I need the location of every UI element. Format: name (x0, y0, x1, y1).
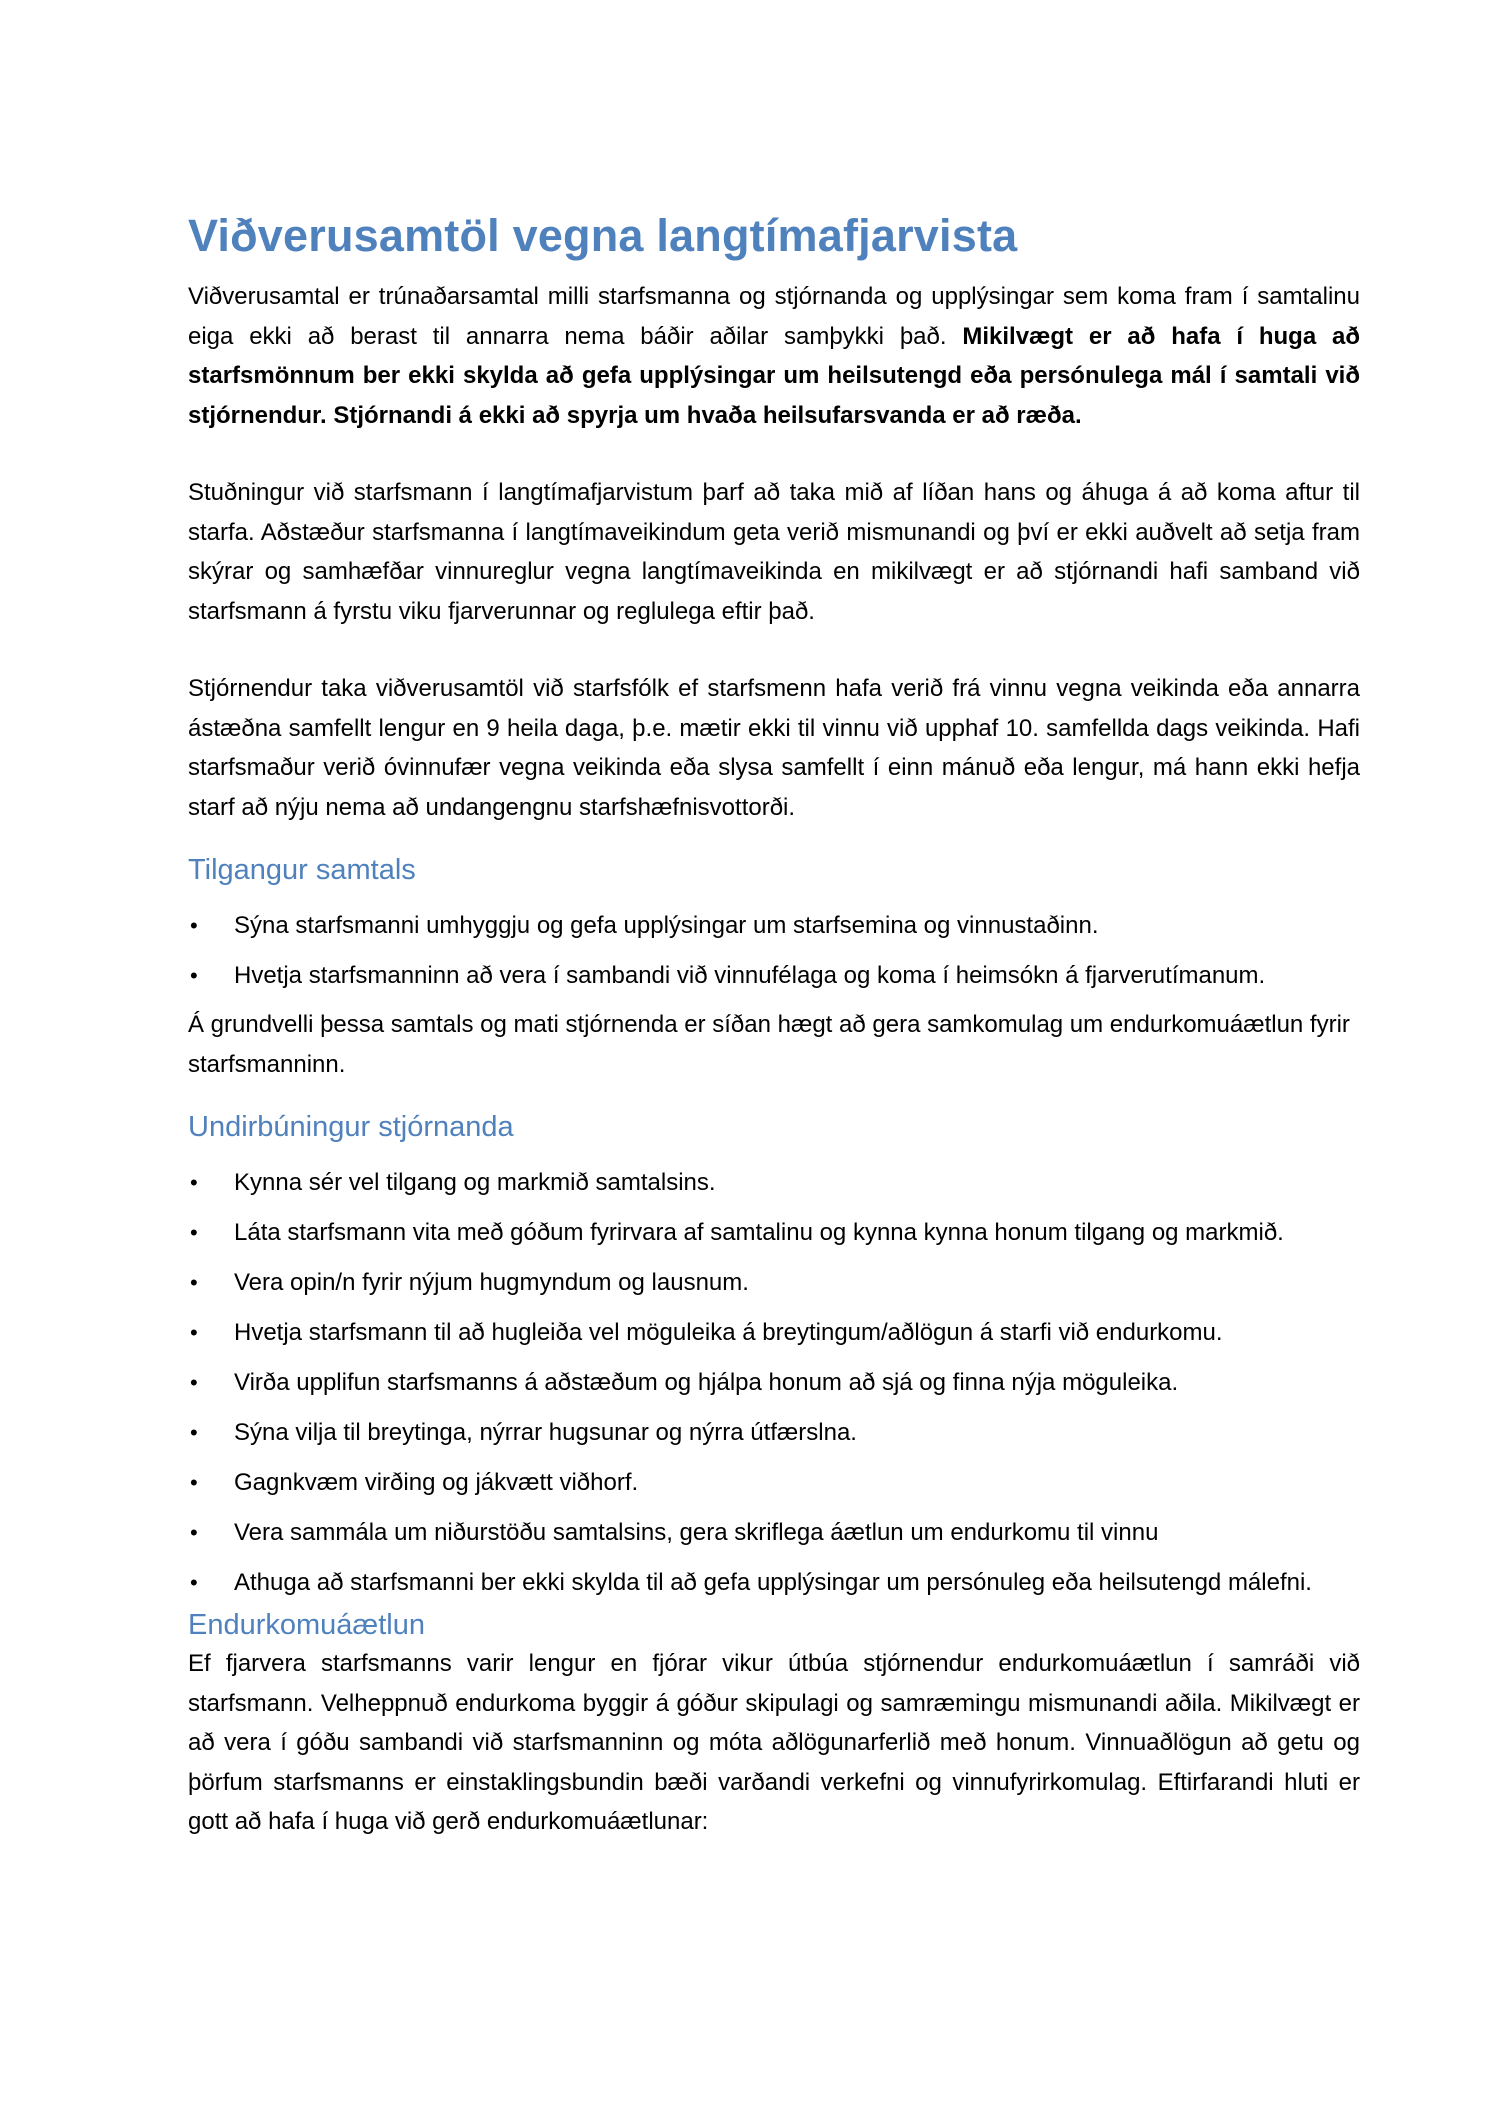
tilgangur-conclusion: Á grundvelli þessa samtals og mati stjórnenda er síðan hægt að gera samkomulag um endurkomuáætlun fyrir starfsmanninn. (188, 1011, 1350, 1078)
list-item (188, 1465, 1360, 1500)
list-item-text: Vera opin/n fyrir nýjum hugmyndum og lausnum. (234, 1269, 749, 1296)
list-item (188, 1365, 1360, 1400)
intro-paragraph (188, 277, 1360, 435)
intro-bold-text: Mikilvægt er að hafa í huga að starfsmönnum ber ekki skylda að gefa upplýsingar um heilsutengd eða persónulega mál í samtali við stjórnendur. Stjórnandi á ekki að spyrja um hvaða heilsufarsvanda er að ræða. (188, 322, 1361, 429)
list-item-text: Hvetja starfsmann til að hugleiða vel möguleika á breytingum/aðlögun á starfi við endurkomu. (234, 1319, 1223, 1346)
section-heading-endurkoma: Endurkomuáætlun (188, 1609, 425, 1641)
tilgangur-list (188, 908, 1360, 993)
bullet-icon: • (190, 963, 198, 988)
list-item-text: Vera sammála um niðurstöðu samtalsins, gera skriflega áætlun um endurkomu til vinnu (234, 1519, 1159, 1546)
list-item-text: Sýna vilja til breytinga, nýrrar hugsunar og nýrra útfærslna. (234, 1419, 857, 1446)
bullet-icon: • (190, 1170, 198, 1195)
list-item (188, 1215, 1360, 1250)
bullet-icon: • (190, 1520, 198, 1545)
bullet-icon: • (190, 1320, 198, 1345)
document-page (188, 207, 1360, 1842)
bullet-icon: • (190, 1370, 198, 1395)
list-item-text: Gagnkvæm virðing og jákvætt viðhorf. (234, 1469, 639, 1496)
list-item (188, 1565, 1360, 1600)
list-item-text: Láta starfsmann vita með góðum fyrirvara af samtalinu og kynna kynna honum tilgang og markmið. (234, 1219, 1284, 1246)
list-item (188, 1315, 1360, 1350)
list-item-text: Virða upplifun starfsmanns á aðstæðum og hjálpa honum að sjá og finna nýja möguleika. (234, 1369, 1179, 1396)
bullet-icon: • (190, 1570, 198, 1595)
list-item (188, 1265, 1360, 1300)
list-item-text: Athuga að starfsmanni ber ekki skylda til að gefa upplýsingar um persónuleg eða heilsutengd málefni. (234, 1569, 1312, 1596)
list-item (188, 1515, 1360, 1550)
list-item-text: Sýna starfsmanni umhyggju og gefa upplýsingar um starfsemina og vinnustaðinn. (234, 912, 1099, 939)
list-item (188, 908, 1360, 943)
list-item (188, 1165, 1360, 1200)
list-item (188, 958, 1360, 993)
bullet-icon: • (190, 1220, 198, 1245)
page-title: Viðverusamtöl vegna langtímafjarvista (188, 210, 1018, 261)
bullet-icon: • (190, 913, 198, 938)
endurkoma-paragraph: Ef fjarvera starfsmanns varir lengur en fjórar vikur útbúa stjórnendur endurkomuáætlun í samráði við starfsmann. Velheppnuð endurkoma byggir á góður skipulagi og samræmingu mismunandi aðila. Mikilvægt er að vera í góðu sambandi við starfsmanninn og móta aðlögunarferlið með honum. Vinnuaðlögun að getu og þörfum starfsmanns er einstaklingsbundin bæði varðandi verkefni og vinnufyrirkomulag. Eftirfarandi hluti er gott að hafa í huga við gerð endurkomuáætlunar: (188, 1650, 1360, 1835)
list-item-text: Kynna sér vel tilgang og markmið samtalsins. (234, 1169, 716, 1196)
bullet-icon: • (190, 1420, 198, 1445)
undirbuningur-list (188, 1165, 1360, 1600)
section-heading-undirbuningur: Undirbúningur stjórnanda (188, 1111, 514, 1143)
support-paragraph: Stuðningur við starfsmann í langtímafjarvistum þarf að taka mið af líðan hans og áhuga á að koma aftur til starfa. Aðstæður starfsmanna í langtímaveikindum geta verið mismunandi og því er ekki auðvelt að setja fram skýrar og samhæfðar vinnureglur vegna langtímaveikinda en mikilvægt er að stjórnandi hafi samband við starfsmann á fyrstu viku fjarverunnar og reglulega eftir það. (188, 479, 1360, 625)
intro-normal-text: Viðverusamtal er trúnaðarsamtal milli starfsmanna og stjórnanda og upplýsingar sem koma fram í samtalinu eiga ekki að berast til annarra nema báðir aðilar samþykki það. (188, 283, 1360, 350)
rules-paragraph: Stjórnendur taka viðverusamtöl við starfsfólk ef starfsmenn hafa verið frá vinnu vegna veikinda eða annarra ástæðna samfellt lengur en 9 heila daga, þ.e. mætir ekki til vinnu við upphaf 10. samfellda dags veikinda. Hafi starfsmaður verið óvinnufær vegna veikinda eða slysa samfellt í einn mánuð eða lengur, má hann ekki hefja starf að nýju nema að undangengnu starfshæfnisvottorði. (188, 675, 1360, 821)
list-item-text: Hvetja starfsmanninn að vera í sambandi við vinnufélaga og koma í heimsókn á fjarverutímanum. (234, 962, 1266, 989)
bullet-icon: • (190, 1270, 198, 1295)
list-item (188, 1415, 1360, 1450)
section-heading-tilgangur: Tilgangur samtals (188, 854, 416, 886)
bullet-icon: • (190, 1470, 198, 1495)
